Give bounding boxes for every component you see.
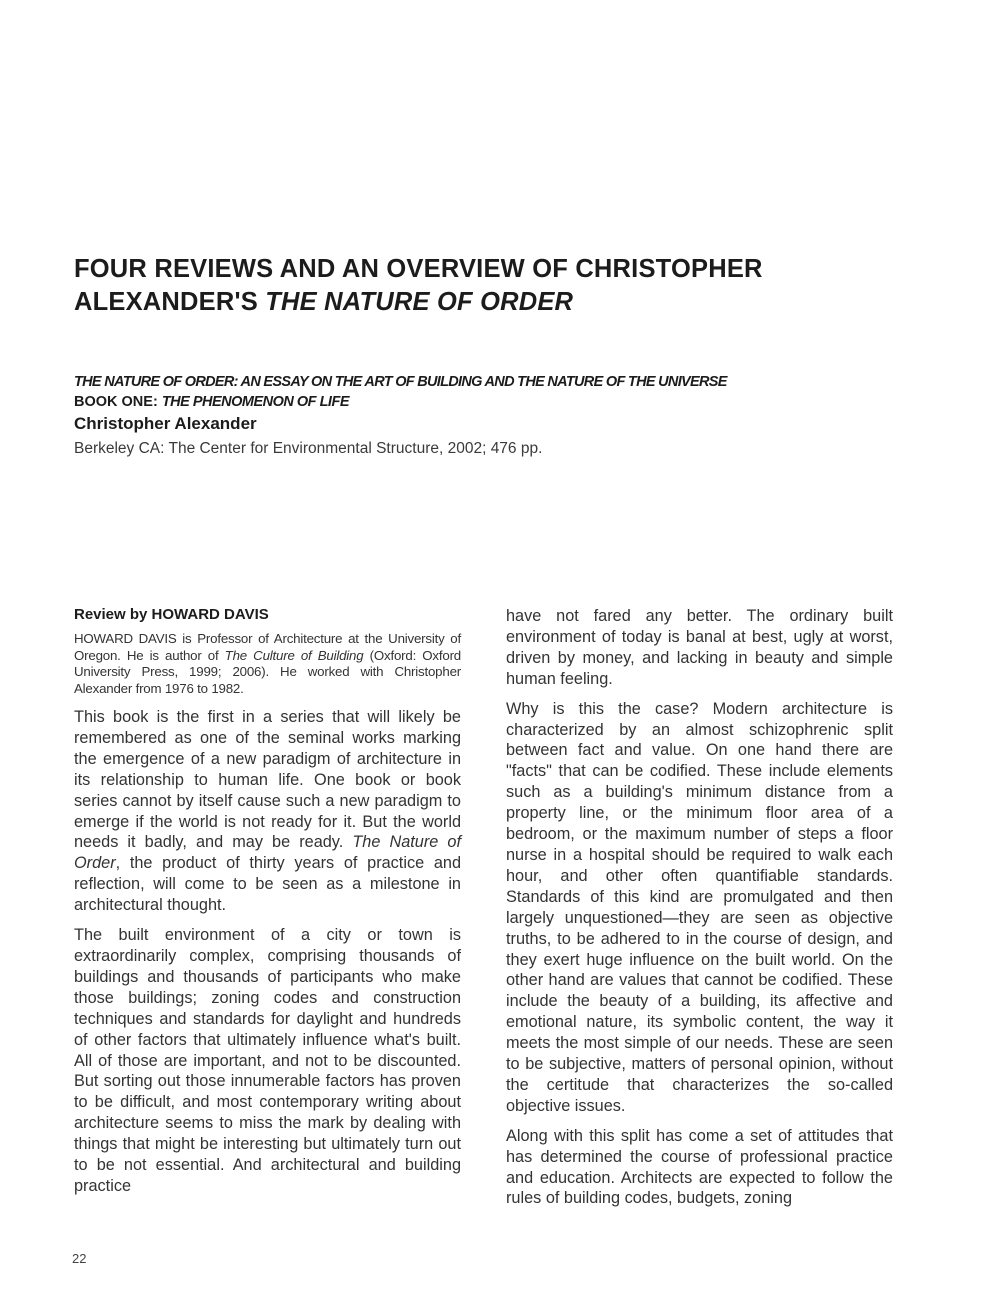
book-author: Christopher Alexander (74, 414, 257, 433)
publication-info: Berkeley CA: The Center for Environmental Structure, 2002; 476 pp. (74, 440, 543, 457)
book-title: THE PHENOMENON OF LIFE (161, 394, 349, 410)
article-title-line1: FOUR REVIEWS AND AN OVERVIEW OF CHRISTOPHER (74, 255, 763, 283)
paragraph-1 (74, 707, 461, 916)
review-heading: Review by HOWARD DAVIS (74, 606, 269, 623)
article-title-line2-italic: THE NATURE OF ORDER (265, 288, 574, 316)
page-number: 22 (72, 1251, 87, 1266)
paragraph-2: The built environment of a city or town is extraordinarily complex, comprising thousands of buildings and thousands of participants who make those buildings; zoning codes and construction techniques and standards for daylight and hundreds of other factors that ultimately influence what's built. All of those are important, and not to be discounted. But sorting out those innumerable factors has proven to be difficult, and most contemporary writing about architecture seems to miss the mark by dealing with things that might be interesting but ultimately turn out to be not essential. And architectural and building practice (74, 926, 461, 1195)
reviewer-bio (74, 631, 461, 697)
paragraph-5: Along with this split has come a set of attitudes that has determined the course of professional practice and education. Architects are expected to follow the rules of building codes, budgets, zoning (506, 1126, 893, 1208)
left-column (74, 605, 461, 1206)
book-info (74, 372, 954, 460)
paragraph-1-part2: , the product of thirty years of practice and reflection, will come to be seen as a milestone in architectural thought. (74, 854, 461, 915)
paragraph-4: Why is this the case? Modern architecture is characterized by an almost schizophrenic split between fact and value. On one hand there are "facts" that can be codified. These include elements such as a building's minimum distance from a property line, or the minimum floor area of a bedroom, or the maximum number of steps a floor nurse in a hospital should be required to walk each hour, and other often quantifiable standards. Standards of this kind are promulgated and then largely unquestioned—they are seen as objective truths, to be adhered to in the course of design, and they exert huge influence on the built world. On the other hand are values that cannot be codified. These include the beauty of a building, its affective and emotional nature, its symbolic content, the way it meets the most simple of our needs. These are seen to be subjective, matters of personal opinion, without the certitude that characterizes the so-called objective issues. (506, 699, 893, 1115)
right-column (506, 606, 893, 1218)
book-number: BOOK ONE: (74, 394, 158, 410)
reviewer-bio-part2: (Oxford: Oxford University Press, 1999; 2006). He worked with Christopher Alexander from 1976 to 1982. (74, 647, 461, 696)
paragraph-3: have not fared any better. The ordinary built environment of today is banal at best, ugly at worst, driven by money, and lacking in beauty and simple human feeling. (506, 607, 893, 688)
book-line (74, 392, 954, 412)
article-title (74, 253, 934, 319)
reviewer-bio-book: The Culture of Building (224, 647, 364, 663)
series-title: THE NATURE OF ORDER: AN ESSAY ON THE ART OF BUILDING AND THE NATURE OF THE UNIVERSE (74, 374, 727, 390)
paragraph-1-italic: The Nature of Order (74, 833, 461, 873)
article-title-line2-prefix: ALEXANDER'S (74, 288, 266, 316)
paragraph-1-part1: This book is the first in a series that will likely be remembered as one of the seminal works marking the emergence of a new paradigm of architecture in its relationship to human life. One book or book series cannot by itself cause such a new paradigm to emerge if the world is not ready for it. But the world needs it badly, and may be ready. (74, 708, 461, 852)
reviewer-bio-part1: HOWARD DAVIS is Professor of Architecture at the University of Oregon. He is author of (74, 631, 461, 663)
